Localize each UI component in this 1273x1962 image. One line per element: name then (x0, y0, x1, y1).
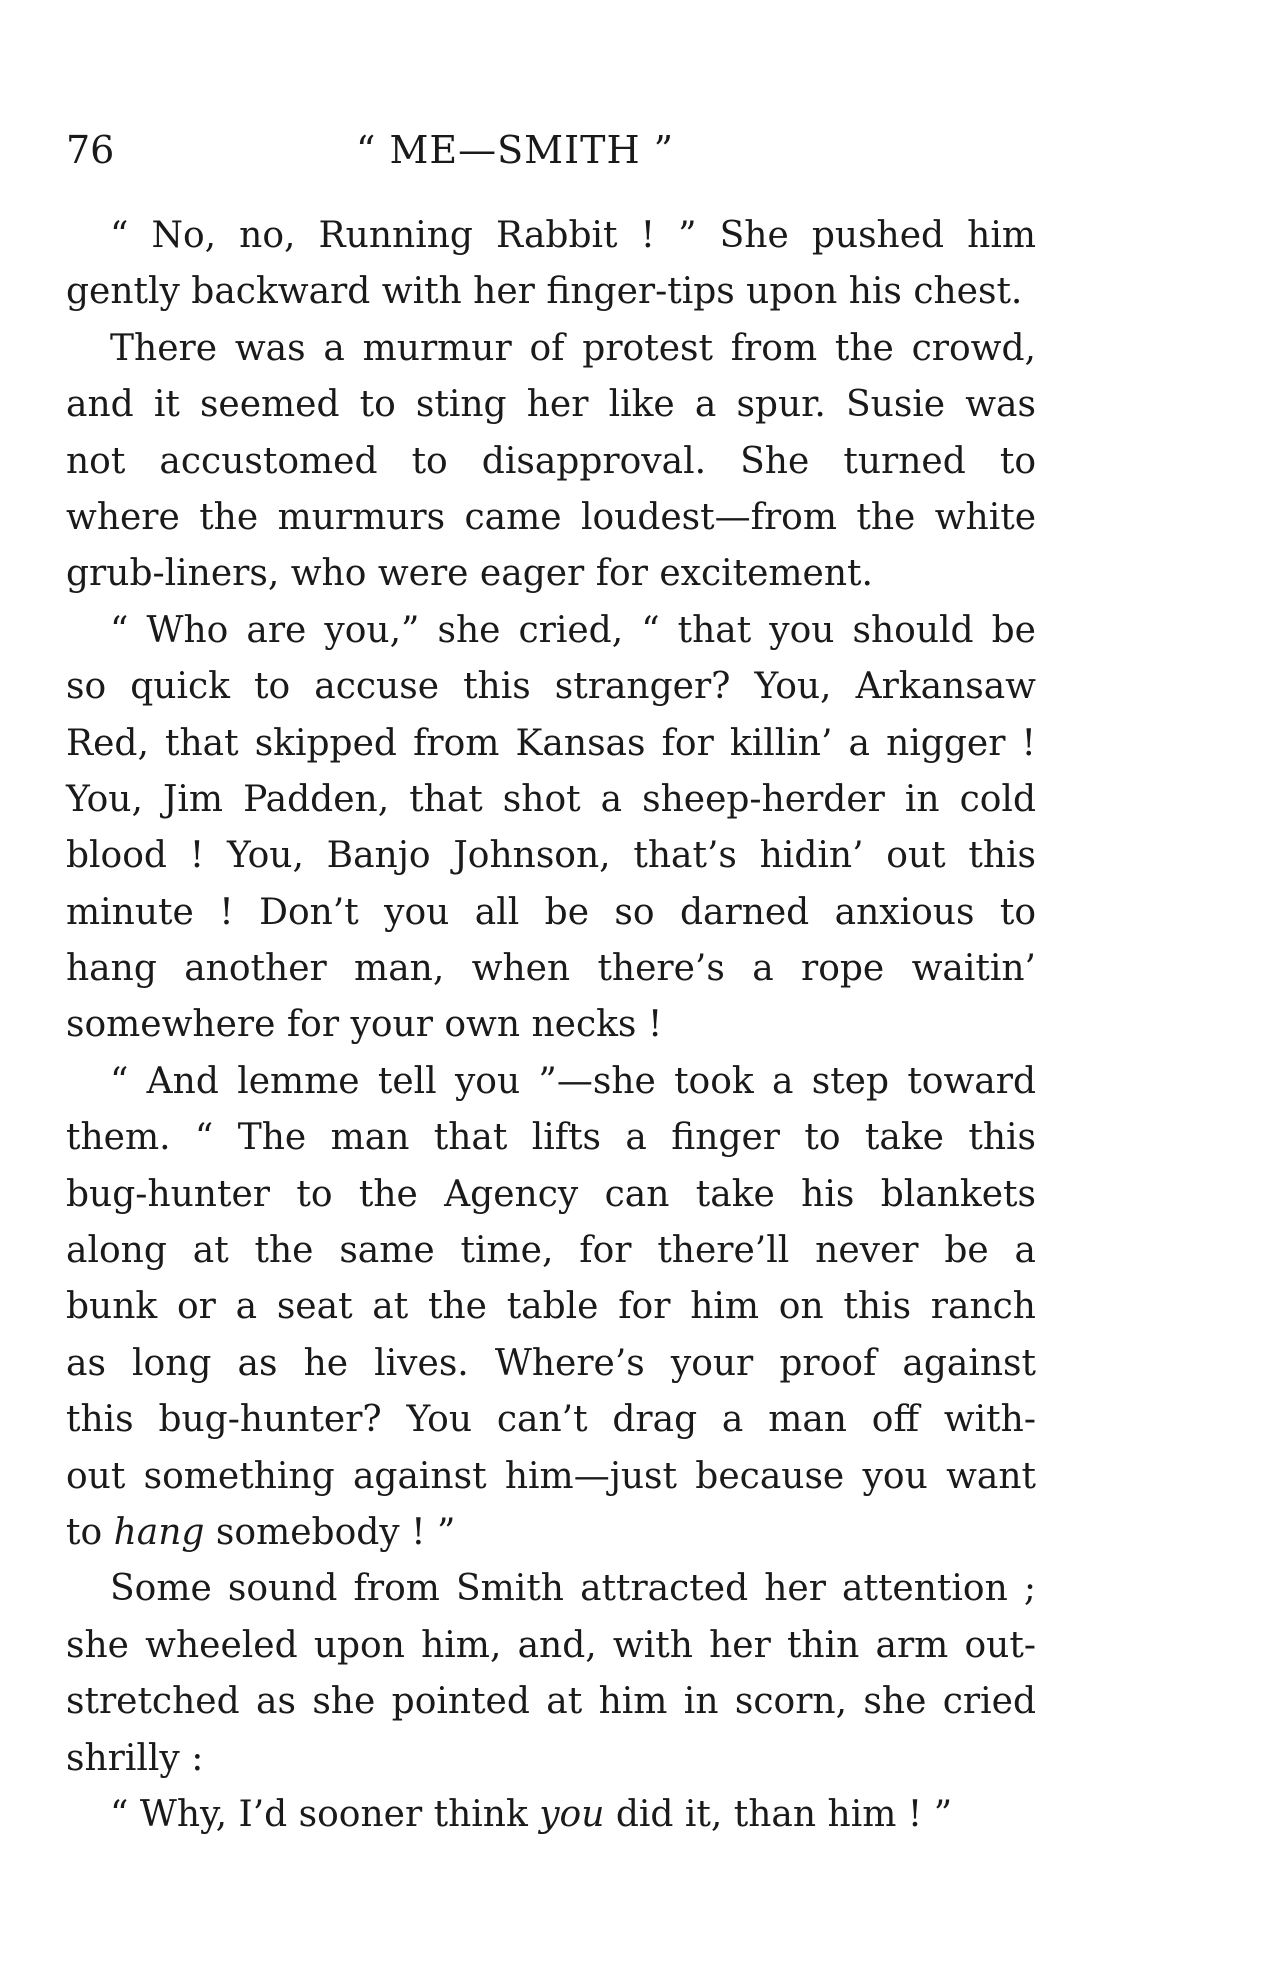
text-line: stretched as she pointed at him in scorn, she cried (66, 1681, 1036, 1723)
running-head (66, 120, 1036, 180)
text-segment: did it, than him ! ” (604, 1793, 953, 1835)
text-line: along at the same time, for there’ll never be a (66, 1230, 1036, 1272)
text-line: shrilly : (66, 1737, 204, 1779)
text-line: out something against him—just because you want (66, 1455, 1036, 1497)
emphasis-text: you (539, 1793, 605, 1835)
text-line: “ Who are you,” she cried, “ that you should be (110, 609, 1036, 651)
text-line: “ And lemme tell you ”—she took a step toward (110, 1060, 1036, 1102)
text-line: where the murmurs came loudest—from the white (66, 496, 1036, 538)
text-line: somewhere for your own necks ! (66, 1004, 663, 1046)
running-title: “ ME—SMITH ” (356, 128, 675, 172)
text-line: Red, that skipped from Kansas for killin’ a nigger ! (66, 722, 1036, 764)
text-line: hang another man, when there’s a rope waitin’ (66, 948, 1036, 990)
text-line: them. “ The man that lifts a finger to take this (66, 1117, 1036, 1159)
text-line (66, 1787, 1036, 1843)
text-line: “ No, no, Running Rabbit ! ” She pushed him (110, 215, 1036, 256)
text-line: There was a murmur of protest from the crowd, (110, 327, 1036, 369)
text-line: bug-hunter to the Agency can take his blankets (66, 1173, 1036, 1215)
text-line: and it seemed to sting her like a spur. Susie was (66, 384, 1036, 426)
text-line: gently backward with her finger-tips upon his chest. (66, 271, 1023, 313)
page-number: 76 (66, 128, 115, 172)
text-line: grub-liners, who were eager for excitement. (66, 553, 873, 595)
text-line: minute ! Don’t you all be so darned anxious to (66, 891, 1036, 933)
text-line: she wheeled upon him, and, with her thin arm out- (66, 1624, 1036, 1666)
text-line: not accustomed to disapproval. She turned to (66, 440, 1036, 482)
emphasis-text: hang (113, 1511, 205, 1553)
text-line: bunk or a seat at the table for him on this ranch (66, 1286, 1036, 1328)
text-segment: “ Why, I’d sooner think (110, 1793, 540, 1835)
book-page (66, 120, 1036, 1843)
text-line (66, 1505, 1036, 1561)
text-line: this bug-hunter? You can’t drag a man off with- (66, 1399, 1036, 1441)
body-text (66, 208, 1036, 1843)
text-line: as long as he lives. Where’s your proof against (66, 1342, 1036, 1384)
text-segment: somebody ! ” (204, 1511, 456, 1553)
text-line: so quick to accuse this stranger? You, Arkansaw (66, 666, 1036, 708)
text-line: blood ! You, Banjo Johnson, that’s hidin’ out this (66, 835, 1036, 877)
text-segment: to (66, 1511, 114, 1553)
text-line: You, Jim Padden, that shot a sheep-herder in cold (66, 778, 1036, 820)
text-line: Some sound from Smith attracted her attention ; (110, 1568, 1036, 1610)
